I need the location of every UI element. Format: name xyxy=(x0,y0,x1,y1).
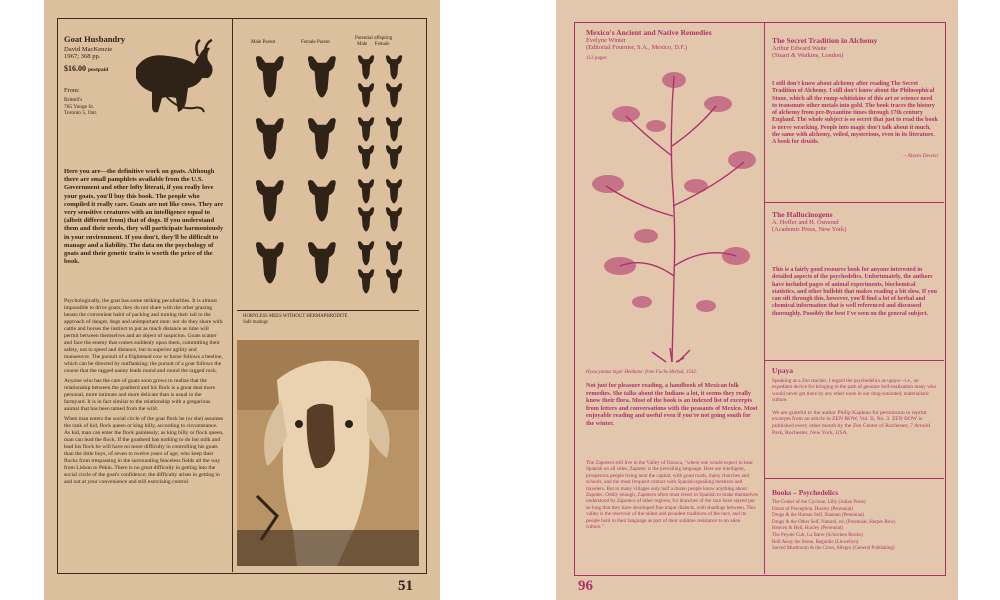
section-rule xyxy=(764,360,944,361)
publisher-line: 765 Yonge St. xyxy=(64,103,95,110)
male-parent-goat xyxy=(251,54,289,105)
hallucinogens-review: This is a fairly good resource book for anyone interested in detailed aspects of the psychedelics. Unfortunately, the authors have included pages of animal experiments, biochemical statistics, and other bullshit that makes reading a bit slow. If you can sift through this, however, you'll find a lot of herbal and chemical information that is well referenced and discussed thoroughly. Possibly the best I've seen on the general subject. xyxy=(772,267,937,317)
diagram-caption: HORNLESS MEES WITHOUT HERMAPHRODITE xyxy=(243,314,348,319)
mexico-review: Not just for pleasure reading, a handbook of Mexican folk remedies. She talks about the Indians a lot, it seems they really know their flora. Most of the book is an indexed list of excerpts from letters and conversations with the peasants of Mexico. Most enjoyable reading and useful even if you're not going south for the winter. xyxy=(586,382,758,427)
excerpt-paragraph: Psychologically, the goat has some striking peculiarities. It is almost impossible to drive goats; they do not share with the other grazing beasts the convenient habit of packing and turning their tail to the approach of danger, dogs and unimportant men: nor do they share with cattle and horses the instinct to put as much distance as time will permit between themselves and an object of suspicion. Goats scatter and face the enemy that comes suddenly upon them, committing their safety, not to speed and distance, but to superior agility and manoeuvre. The pursuit of a frightened cow or horse follows a beeline, which can be directed by outflanking; the pursuit of a goat follows the course that the ragged nanny leads round and round the ragged rock. xyxy=(64,298,223,374)
books-psychedelics-section xyxy=(772,488,938,553)
list-item: Heaven & Hell, Huxley (Perennial) xyxy=(772,526,843,532)
hallucinogens-author: A. Hoffer and H. Osmond xyxy=(772,219,839,226)
male-parent-goat xyxy=(251,178,289,229)
book-author: David MacKenzie xyxy=(64,46,113,53)
upaya-excerpt: Speaking as a Zen teacher, I regard the psychedelics as upaya—i.e., an expedient device for bringing to the path of genuine Self-realization many who would never get there by any other route in our drug-saturated, materialistic culture. xyxy=(772,378,937,404)
list-item: Drugs & the Human Self, Shaman (Perennial) xyxy=(772,513,865,519)
books-list xyxy=(772,500,938,553)
list-item: The Peyote Cult, La Barre (Schocken Books) xyxy=(772,532,863,538)
section-rule xyxy=(764,202,944,203)
excerpt-paragraph: Anyone who has the care of goats soon grows to realize that the relationship between the goatherd and his flock is a great deal more personal, more intimate and more delicate than is usual in the farmyard. It is in fact similar to the relationship with a gregarious animal that has been tamed from the wild. xyxy=(64,378,216,412)
mexico-publisher: (Editorial Fournier, S.A., Mexico, D.F.) xyxy=(586,44,688,51)
upaya-section xyxy=(772,366,938,437)
column-divider xyxy=(232,18,233,572)
header-female-parent: Female Parent xyxy=(301,40,330,45)
header-offspring: Potential offspring xyxy=(355,36,393,41)
female-parent-goat xyxy=(303,54,341,105)
from-label: From: xyxy=(64,87,80,94)
henbane-plant-illustration xyxy=(586,66,756,366)
review-paragraph: Here you are—the definitive work on goats. Although there are small pamphlets available from the U.S. Government and other lofty literati, if you really love your goats, you'll buy this book. The people who compiled it really care. Goats are not like cows. They are very sensitive creatures with an intelligence equal to (albeit different from) that of dogs. If you understand them and their needs, they will participate harmoniously in your environment. If you don't, they'll be difficult to manage and a liability. The data on the psychology of goats and their genetic traits is worth the price of the book. xyxy=(64,168,224,266)
goat-photo xyxy=(237,340,419,566)
hallucinogens-publisher: (Academic Press, New York) xyxy=(772,226,847,233)
offspring-goat xyxy=(383,206,405,238)
section-rule xyxy=(764,478,944,479)
book-year-pages: 1967; 368 pp. xyxy=(64,53,101,60)
page-number: 96 xyxy=(578,578,593,594)
list-item: Doors of Perception, Huxley (Perennial) xyxy=(772,506,853,512)
offspring-goat xyxy=(383,268,405,300)
female-parent-goat xyxy=(303,178,341,229)
header-offspring-sub: Male Female xyxy=(357,42,390,47)
illustration-caption: Hyoscyamus niger Henbane: from Fuchs Herbal, 1542. xyxy=(586,370,698,375)
offspring-goat xyxy=(383,82,405,114)
breeding-diagram xyxy=(237,24,419,330)
page-51 xyxy=(44,0,440,600)
excerpt-paragraph: When man enters the social circle of the goat flock he (or she) assumes the rank of kid, flock queen or king billy, according to circumstance. As kid, man can enter the flock painlessly; as king billy or flock queen, man can lead the flock. If the goatherd has nothing to do but milk and lead his flock he will have no more difficulty in controlling his goats than the little boys, of seven to twelve years of age, who keep their flocks from trespassing in the surrounding fenceless fields all the way from Lisbon to Pekin. There is no great difficulty in getting into the social circle of the goat's confidence; the difficulty arises in getting in and out at your convenience and still exercising control. xyxy=(64,416,224,485)
upaya-title: Upaya xyxy=(772,366,794,375)
page-number: 51 xyxy=(398,578,413,594)
list-item: The Center of the Cyclone, Lilly (Julian Press) xyxy=(772,500,866,505)
column-divider xyxy=(764,22,765,574)
diagram-rule xyxy=(237,310,419,311)
offspring-goat xyxy=(355,144,377,176)
book-price-note: postpaid xyxy=(88,67,109,73)
mexico-author: Evelyne Winter xyxy=(586,37,626,44)
goat-photo-drawing xyxy=(237,340,419,566)
header-male-parent: Male Parent xyxy=(251,40,276,45)
offspring-goat xyxy=(383,144,405,176)
publisher-line: Brittell's xyxy=(64,97,83,103)
alchemy-title: The Secret Tradition in Alchemy xyxy=(772,36,878,45)
books-list-title: Books – Psychedelics xyxy=(772,488,839,497)
list-item: Drugs & the Other Self, Naturol, ed. (Perennial, Harper Row) xyxy=(772,519,896,525)
mexico-title: Mexico's Ancient and Native Remedies xyxy=(586,28,712,37)
book-title: Goat Husbandry xyxy=(64,34,126,44)
goat-illustration xyxy=(128,38,218,118)
male-parent-goat xyxy=(251,240,289,291)
male-parent-goat xyxy=(251,116,289,167)
page-96 xyxy=(556,0,958,600)
alchemy-section xyxy=(772,36,938,159)
offspring-goat xyxy=(355,82,377,114)
offspring-goat xyxy=(355,206,377,238)
offspring-goat xyxy=(355,268,377,300)
alchemy-signature: – Alsem Dewist xyxy=(903,152,938,159)
mexico-pages: 113 pages xyxy=(586,55,607,61)
hallucinogens-section xyxy=(772,210,938,318)
female-parent-goat xyxy=(303,116,341,167)
list-item: Roll Away the Stone, Regardie (Llewellyn) xyxy=(772,539,859,545)
alchemy-author: Arthur Edward Waite xyxy=(772,45,827,52)
book-price: $16.00 xyxy=(64,64,86,73)
excerpt xyxy=(64,298,224,486)
hallucinogens-title: The Hallucinogens xyxy=(772,210,833,219)
female-parent-goat xyxy=(303,240,341,291)
upaya-credit: We are grateful to the author Philip Kapleau for permission to reprint excerpts from an article in ZEN BOW, Vol. II, No. 3. ZEN BOW is published every other month by the Zen Center of Rochester, 7 Arnold Park, Rochester, New York, USA. xyxy=(772,409,930,437)
list-item: Sacred Mushroom & the Cross, Allegro (General Publishing) xyxy=(772,546,895,552)
diagram-caption-sub: Safe matings xyxy=(243,320,268,325)
mexico-section xyxy=(586,28,756,61)
alchemy-publisher: (Stuart & Watkins, London) xyxy=(772,52,844,59)
mexico-excerpt: The Zapotecs still live in the Valley of Oaxaca, "where one would expect to hear Spanish on all sides, Zapotec is the prevailing language. Here are intelligent, prosperous people living near the capital, with good roads, many churches and schools, and the most frequent contact with Spanish-speaking mestizos and travelers. But in many villages only half a dozen people know anything about Zapotec. Oddly enough, Zapotecs often must resort to Spanish to make themselves understood by Zapotecs of other regions, for branches of the race have stayed put so long that they have developed fine major dialects, with shadings between. This valley is the reservoir of the oldest and proudest traditions of the race, and its people hold to their language as part of their sublime resistance to an alien culture." xyxy=(586,460,758,531)
alchemy-review: I still don't know about alchemy after reading The Secret Tradition of Alchemy. I still don't know about the Philosophical Stone, which all the rump-whitiskins of this art or science need to transmute other metals into gold. The book traces the history of alchemy from pre-Byzantine times through 17th century England. The whole subject is so secret that just to read the book is nerve wracking. People into magic don't talk about it much, the same with alchemy, veiled, mysterious, even in its literature. A book for druids. xyxy=(772,81,938,146)
publisher-line: Toronto 5, Ont. xyxy=(64,110,98,117)
